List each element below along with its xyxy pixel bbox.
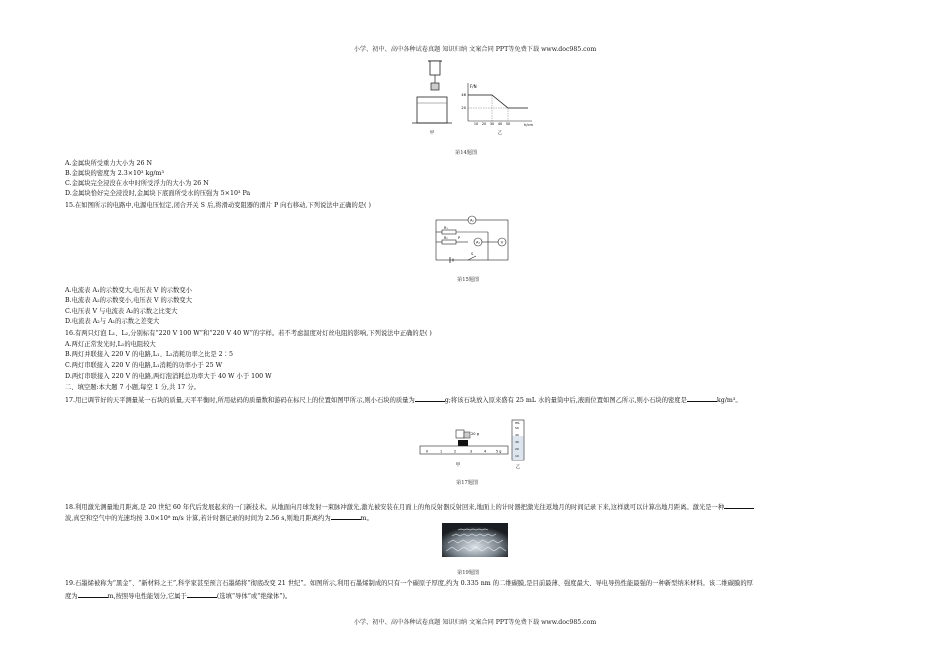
weight-label: 20 g (471, 432, 479, 436)
q19-line-2 (65, 591, 291, 601)
q16-option-d: D.两灯串联接入 220 V 的电路,两灯泡消耗总功率大于 40 W 小于 100 W (65, 373, 272, 380)
cylinder-tick: 30 (515, 440, 519, 444)
q19-blank-conductor[interactable] (187, 591, 217, 598)
q15-stem: 15.在如图所示的电路中,电源电压恒定,闭合开关 S 后,将滑动变阻器的滑片 P 向右移动,下列说法中正确的是( ) (65, 202, 371, 209)
graph-x-tick: 20 (481, 122, 487, 126)
q17-text-a: 17.用已调节好的天平测量某一石块的质量,天平平衡时,所用砝码的质量数和游码在标尺上的位置如图甲所示,则小石块的质量为 (65, 397, 415, 404)
q14-option-d: D.金属块恰好完全浸没时,金属块下底面所受水的压强为 5×10³ Pa (65, 190, 251, 197)
q19-text-a: 度为 (65, 593, 78, 600)
figure-17 (418, 418, 533, 472)
q19-blank-thickness[interactable] (78, 591, 108, 598)
q15-option-c: C.电压表 V 与电流表 A₂的示数之比变大 (65, 308, 178, 315)
q17-text-b: g;将该石块放入原来盛有 25 mL 水的量筒中后,液面位置如图乙所示,则小石块的密度是 (444, 397, 687, 404)
q16-option-b: B.两灯并联接入 220 V 的电路,L₁、L₂消耗功率之比是 2∶5 (65, 351, 233, 358)
cylinder-tick: 10 (515, 454, 519, 458)
q15-option-a: A.电流表 A₁的示数变大,电压表 V 的示数变小 (65, 287, 192, 294)
q19-line-1: 19.石墨烯被称为“黑金”、“新材料之王”,科学家甚至预言石墨烯将“彻底改变 21 世纪”。如图所示,利用石墨烯制成的只有一个碳原子厚度,约为 0.335 nm 的二维碳膜,是目前最薄、强度最大、导电导热性能最强的一种新型纳米材料。该二维碳膜的厚 (65, 580, 753, 587)
ruler-tick: 2 (454, 449, 457, 454)
q19-text-b: m,按照导电性能划分,它属于 (107, 593, 187, 600)
q14-option-c: C.金属块完全浸没在水中时所受浮力的大小为 26 N (65, 180, 209, 187)
ruler-tick: 0 (426, 449, 429, 454)
force-depth-graph (461, 83, 533, 136)
figure-19-caption: 第19题图 (457, 570, 480, 576)
graph-y-tick: 20 (461, 106, 466, 110)
q18-text-a: 18.利用激光测量地月距离,是 20 世纪 60 年代后发展起来的一门新技术。从地面向月球发射一束脉冲激光,激光被安装在月面上的角反射器反射回来,地面上的计时器把激光往返地月的时间记录下来,这样就可以计算出地月距离。激光是一种 (65, 504, 725, 511)
ammeter-a2-label: A₂ (470, 218, 474, 223)
cylinder-tick: 40 (515, 433, 519, 437)
graph-x-tick: 50 (505, 122, 511, 126)
resistor-r2-label: R₂ (444, 236, 448, 240)
q16-stem: 16.有两只灯泡 L₁、L₂,分别标有“220 V 100 W”和“220 V 40 W”的字样。若不考虑温度对灯丝电阻的影响,下列说法中正确的是( ) (65, 330, 432, 337)
q18-line-2 (65, 513, 373, 523)
switch-s-label: S (471, 252, 474, 256)
spring-scale-apparatus (412, 61, 452, 123)
ruler-tick: 5 g (496, 449, 502, 454)
ruler-tick: 4 (484, 449, 487, 454)
graph-x-tick: 10 (473, 122, 479, 126)
q14-option-a: A.金属块所受重力大小为 26 N (65, 160, 153, 167)
q17-blank-mass[interactable] (415, 395, 445, 402)
q19-text-c: (选填“导体”或“绝缘体”)。 (216, 593, 292, 600)
q16-option-c: C.两灯串联接入 220 V 的电路,L₁消耗的功率小于 25 W (65, 362, 223, 369)
figure-17-label-b: 乙 (515, 465, 521, 470)
figure-14-label-b: 乙 (497, 131, 503, 136)
figure-14-label-a: 甲 (429, 131, 435, 136)
resistor-r1-label: R₁ (444, 226, 448, 230)
figure-17-caption: 第17题图 (456, 480, 479, 486)
cylinder-unit: mL (515, 421, 520, 425)
q18-blank-wave[interactable] (724, 502, 754, 509)
q17-blank-density[interactable] (687, 395, 717, 402)
q14-option-b: B.金属块的密度为 2.3×10³ kg/m³ (65, 170, 165, 177)
graph-x-unit: h/cm (524, 123, 533, 127)
section-2-heading: 二、填空题:本大题 7 小题,每空 1 分,共 17 分。 (65, 384, 200, 391)
figure-14-caption: 第14题图 (455, 150, 478, 156)
q18-line-1 (65, 502, 754, 512)
ruler-tick: 3 (470, 449, 473, 454)
q16-option-a: A.两灯正常发光时,L₁的电阻较大 (65, 341, 156, 348)
q15-option-b: B.电流表 A₂的示数变小,电压表 V 的示数变大 (65, 297, 193, 304)
q18-blank-distance[interactable] (331, 513, 361, 520)
balance-figure (420, 430, 508, 468)
ruler-tick: 1 (440, 449, 443, 454)
graph-y-tick: 46 (461, 93, 466, 97)
q15-option-d: D.电流表 A₂与 A₁的示数之差变大 (65, 318, 160, 325)
graduated-cylinder-figure (512, 420, 524, 470)
cylinder-tick: 20 (515, 447, 519, 451)
q18-text-c: m。 (360, 515, 373, 522)
graph-y-unit: F/N (470, 84, 477, 89)
ammeter-a1-label: A₁ (476, 240, 480, 245)
graph-x-tick: 30 (489, 122, 495, 126)
slider-p-label: P (458, 236, 461, 240)
cylinder-tick: 50 (515, 426, 519, 430)
figure-17-label-a: 甲 (455, 463, 461, 468)
graph-x-tick: 40 (497, 122, 503, 126)
page-header: 小学、初中、高中各种试卷真题 知识归纳 文案合同 PPT等免费下载 www.doc985.com (353, 46, 597, 53)
q18-text-b: 波,真空和空气中的光速均按 3.0×10⁸ m/s 计算,若计时器记录的时间为 2.56 s,则地月距离约为 (65, 515, 331, 522)
figure-15-circuit (428, 210, 518, 268)
q17-text-c: kg/m³。 (716, 397, 742, 404)
figure-15-caption: 第15题图 (457, 277, 480, 283)
voltmeter-label: V (500, 240, 504, 245)
figure-14 (410, 57, 540, 137)
q17-text (65, 395, 742, 405)
page-footer: 小学、初中、高中各种试卷真题 知识归纳 文案合同 PPT等免费下载 www.doc985.com (353, 619, 597, 626)
graphene-image (442, 523, 508, 557)
